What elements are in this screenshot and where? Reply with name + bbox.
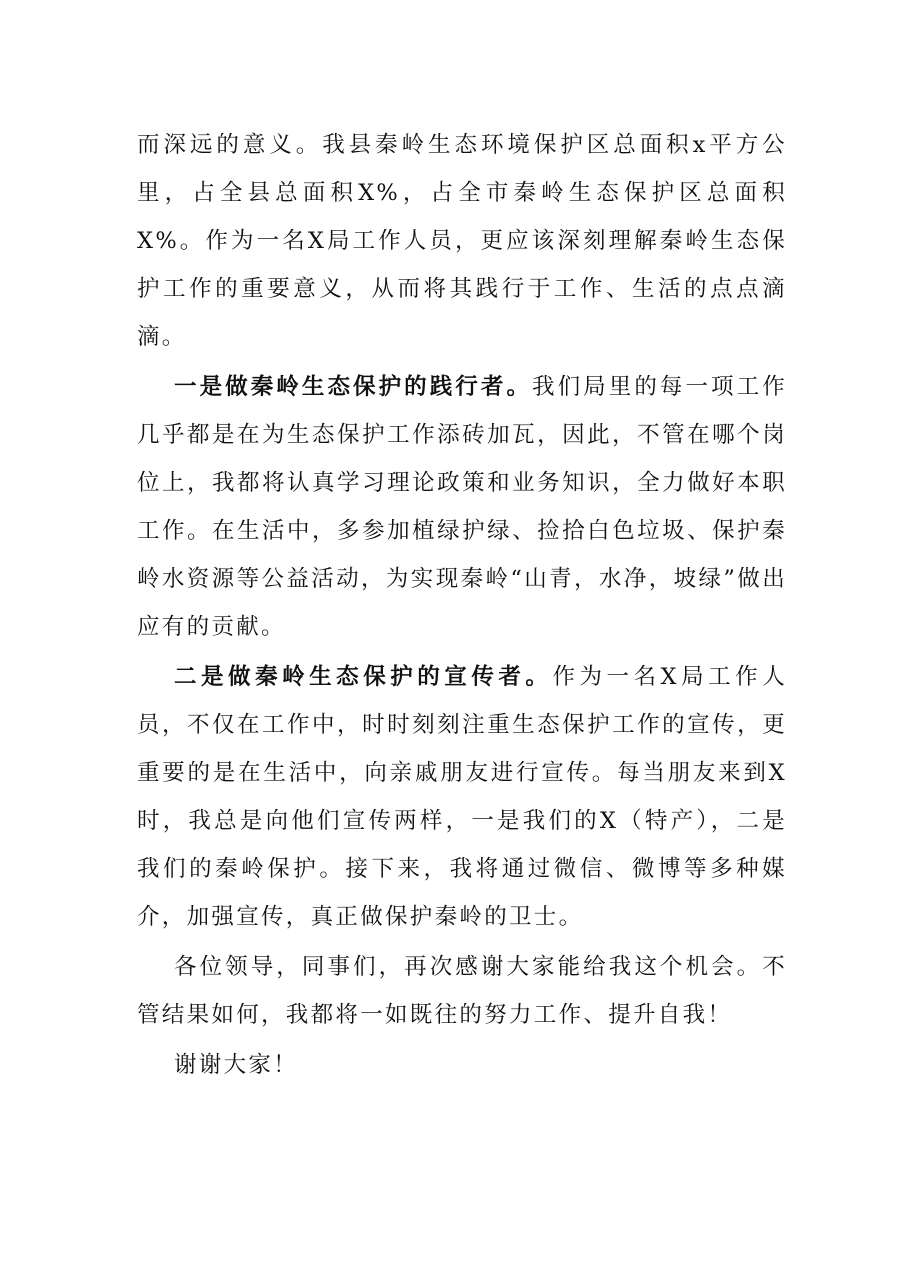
paragraph-opening [137, 121, 787, 361]
document-body [137, 121, 787, 1091]
paragraph-closing [137, 943, 787, 1039]
paragraph-thanks [137, 1041, 787, 1089]
paragraph-text: 各位领导，同事们，再次感谢大家能给我这个机会。不管结果如何，我都将一如既往的努力工作、提升自我！ [137, 954, 787, 1028]
paragraph-heading: 二是做秦岭生态保护的宣传者。 [174, 664, 553, 690]
paragraph-practitioner [137, 363, 787, 651]
paragraph-heading: 一是做秦岭生态保护的践行者。 [174, 374, 533, 400]
paragraph-promoter [137, 653, 787, 941]
paragraph-text: 而深远的意义。我县秦岭生态环境保护区总面积x平方公里，占全县总面积X%，占全市秦岭生态保护区总面积X%。作为一名X局工作人员，更应该深刻理解秦岭生态保护工作的重要意义，从而将其践行于工作、生活的点点滴滴。 [137, 132, 787, 350]
paragraph-text: 谢谢大家！ [174, 1052, 299, 1078]
paragraph-text: 我们局里的每一项工作几乎都是在为生态保护工作添砖加瓦，因此，不管在哪个岗位上，我都将认真学习理论政策和业务知识，全力做好本职工作。在生活中，多参加植绿护绿、捡拾白色垃圾、保护秦岭水资源等公益活动，为实现秦岭“山青，水净，坡绿”做出应有的贡献。 [137, 374, 787, 640]
paragraph-text: 作为一名X局工作人员，不仅在工作中，时时刻刻注重生态保护工作的宣传，更重要的是在生活中，向亲戚朋友进行宣传。每当朋友来到X时，我总是向他们宣传两样，一是我们的X（特产），二是我们的秦岭保护。接下来，我将通过微信、微博等多种媒介，加强宣传，真正做保护秦岭的卫士。 [137, 664, 788, 930]
